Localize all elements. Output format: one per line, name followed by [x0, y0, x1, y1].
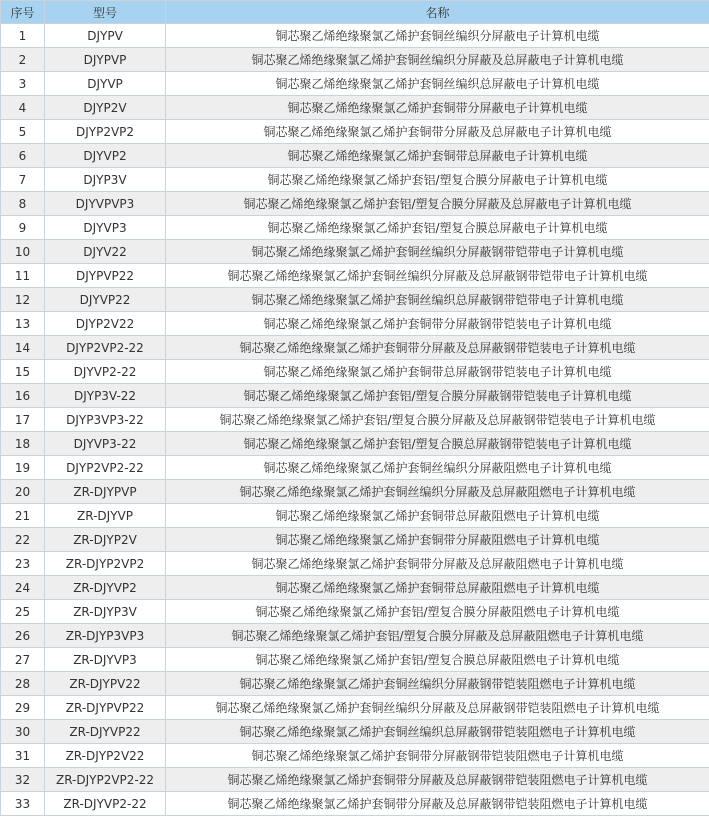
table-row [1, 312, 709, 336]
row-model: ZR-DJYP2VP2 [45, 552, 166, 576]
row-index: 24 [1, 576, 45, 600]
row-name: 铜芯聚乙烯绝缘聚氯乙烯护套铝/塑复合膜分屏蔽及总屏蔽阻燃电子计算机电缆 [166, 624, 709, 648]
table-row [1, 24, 709, 48]
row-index: 8 [1, 192, 45, 216]
row-index: 10 [1, 240, 45, 264]
row-model: ZR-DJYP2V [45, 528, 166, 552]
row-name: 铜芯聚乙烯绝缘聚氯乙烯护套铝/塑复合膜分屏蔽阻燃电子计算机电缆 [166, 600, 709, 624]
row-name: 铜芯聚乙烯绝缘聚氯乙烯护套铜带分屏蔽钢带铠装阻燃电子计算机电缆 [166, 744, 709, 768]
row-model: DJYVPVP3 [45, 192, 166, 216]
row-index: 30 [1, 720, 45, 744]
row-index: 28 [1, 672, 45, 696]
table-row [1, 528, 709, 552]
row-name: 铜芯聚乙烯绝缘聚氯乙烯护套铝/塑复合膜总屏蔽钢带铠装电子计算机电缆 [166, 432, 709, 456]
table-row [1, 576, 709, 600]
row-name: 铜芯聚乙烯绝缘聚氯乙烯护套铜带分屏蔽电子计算机电缆 [166, 96, 709, 120]
row-name: 铜芯聚乙烯绝缘聚氯乙烯护套铜丝编织总屏蔽钢带铠带电子计算机电缆 [166, 288, 709, 312]
table-row [1, 504, 709, 528]
table-header [1, 1, 709, 24]
row-model: DJYP2VP2-22 [45, 456, 166, 480]
row-model: ZR-DJYP3VP3 [45, 624, 166, 648]
row-model: ZR-DJYP3V [45, 600, 166, 624]
table-row [1, 456, 709, 480]
row-model: DJYVP3-22 [45, 432, 166, 456]
row-model: DJYPV [45, 24, 166, 48]
row-name: 铜芯聚乙烯绝缘聚氯乙烯护套铜丝编织分屏蔽及总屏蔽钢带铠装阻燃电子计算机电缆 [166, 696, 709, 720]
table-row [1, 744, 709, 768]
row-index: 31 [1, 744, 45, 768]
table-body [1, 24, 709, 816]
row-name: 铜芯聚乙烯绝缘聚氯乙烯护套铜带分屏蔽及总屏蔽阻燃电子计算机电缆 [166, 552, 709, 576]
row-name: 铜芯聚乙烯绝缘聚氯乙烯护套铜丝编织总屏蔽钢带铠装阻燃电子计算机电缆 [166, 720, 709, 744]
row-index: 5 [1, 120, 45, 144]
row-index: 22 [1, 528, 45, 552]
row-index: 16 [1, 384, 45, 408]
row-name: 铜芯聚乙烯绝缘聚氯乙烯护套铜带分屏蔽及总屏蔽钢带铠装电子计算机电缆 [166, 336, 709, 360]
table-row [1, 336, 709, 360]
row-model: DJYP3V-22 [45, 384, 166, 408]
row-name: 铜芯聚乙烯绝缘聚氯乙烯护套铜带分屏蔽及总屏蔽钢带铠装阻燃电子计算机电缆 [166, 768, 709, 792]
row-model: DJYPVP22 [45, 264, 166, 288]
row-name: 铜芯聚乙烯绝缘聚氯乙烯护套铝/塑复合膜分屏蔽及总屏蔽钢带铠装电子计算机电缆 [166, 408, 709, 432]
row-model: ZR-DJYVP2-22 [45, 792, 166, 816]
row-model: ZR-DJYPVP22 [45, 696, 166, 720]
row-index: 9 [1, 216, 45, 240]
table-row [1, 480, 709, 504]
row-name: 铜芯聚乙烯绝缘聚氯乙烯护套铜丝编织分屏蔽钢带铠带电子计算机电缆 [166, 240, 709, 264]
table-row [1, 384, 709, 408]
table-row [1, 672, 709, 696]
row-name: 铜芯聚乙烯绝缘聚氯乙烯护套铜带分屏蔽阻燃电子计算机电缆 [166, 528, 709, 552]
row-index: 3 [1, 72, 45, 96]
row-name: 铜芯聚乙烯绝缘聚氯乙烯护套铝/塑复合膜总屏蔽电子计算机电缆 [166, 216, 709, 240]
row-model: DJYP2V [45, 96, 166, 120]
row-model: ZR-DJYPVP [45, 480, 166, 504]
header-name: 名称 [166, 1, 709, 24]
row-model: ZR-DJYVP22 [45, 720, 166, 744]
table-row [1, 648, 709, 672]
table-row [1, 216, 709, 240]
table-row [1, 696, 709, 720]
row-name: 铜芯聚乙烯绝缘聚氯乙烯护套铝/塑复合膜分屏蔽及总屏蔽电子计算机电缆 [166, 192, 709, 216]
row-index: 1 [1, 24, 45, 48]
row-model: ZR-DJYVP2 [45, 576, 166, 600]
row-index: 17 [1, 408, 45, 432]
table-row [1, 552, 709, 576]
row-index: 21 [1, 504, 45, 528]
row-index: 2 [1, 48, 45, 72]
row-index: 29 [1, 696, 45, 720]
row-model: DJYP3V [45, 168, 166, 192]
row-model: DJYP2VP2-22 [45, 336, 166, 360]
row-name: 铜芯聚乙烯绝缘聚氯乙烯护套铜丝编织分屏蔽钢带铠装阻燃电子计算机电缆 [166, 672, 709, 696]
row-model: ZR-DJYPV22 [45, 672, 166, 696]
table-row [1, 48, 709, 72]
row-index: 25 [1, 600, 45, 624]
row-index: 26 [1, 624, 45, 648]
table-row [1, 720, 709, 744]
table-row [1, 192, 709, 216]
table-row [1, 624, 709, 648]
row-index: 7 [1, 168, 45, 192]
header-index: 序号 [1, 1, 45, 24]
table-row [1, 600, 709, 624]
row-model: ZR-DJYVP [45, 504, 166, 528]
row-index: 20 [1, 480, 45, 504]
row-index: 27 [1, 648, 45, 672]
row-name: 铜芯聚乙烯绝缘聚氯乙烯护套铜带分屏蔽钢带铠装电子计算机电缆 [166, 312, 709, 336]
row-name: 铜芯聚乙烯绝缘聚氯乙烯护套铜丝编织分屏蔽电子计算机电缆 [166, 24, 709, 48]
table-row [1, 168, 709, 192]
row-name: 铜芯聚乙烯绝缘聚氯乙烯护套铜带总屏蔽钢带铠装电子计算机电缆 [166, 360, 709, 384]
row-model: ZR-DJYVP3 [45, 648, 166, 672]
row-model: DJYVP [45, 72, 166, 96]
row-model: DJYVP2-22 [45, 360, 166, 384]
row-index: 11 [1, 264, 45, 288]
table-row [1, 432, 709, 456]
row-index: 33 [1, 792, 45, 816]
row-name: 铜芯聚乙烯绝缘聚氯乙烯护套铜带总屏蔽阻燃电子计算机电缆 [166, 576, 709, 600]
row-name: 铜芯聚乙烯绝缘聚氯乙烯护套铜带总屏蔽阻燃电子计算机电缆 [166, 504, 709, 528]
row-name: 铜芯聚乙烯绝缘聚氯乙烯护套铝/塑复合膜分屏蔽钢带铠装电子计算机电缆 [166, 384, 709, 408]
row-model: DJYP2V22 [45, 312, 166, 336]
row-index: 4 [1, 96, 45, 120]
row-name: 铜芯聚乙烯绝缘聚氯乙烯护套铜带分屏蔽及总屏蔽电子计算机电缆 [166, 120, 709, 144]
row-index: 14 [1, 336, 45, 360]
header-row [1, 1, 709, 24]
row-model: DJYVP2 [45, 144, 166, 168]
table-row [1, 408, 709, 432]
row-name: 铜芯聚乙烯绝缘聚氯乙烯护套铜丝编织分屏蔽及总屏蔽阻燃电子计算机电缆 [166, 480, 709, 504]
table-row [1, 120, 709, 144]
row-model: DJYV22 [45, 240, 166, 264]
row-name: 铜芯聚乙烯绝缘聚氯乙烯护套铜带分屏蔽及总屏蔽钢带铠装阻燃电子计算机电缆 [166, 792, 709, 816]
table-row [1, 792, 709, 816]
row-model: DJYP2VP2 [45, 120, 166, 144]
header-model: 型号 [45, 1, 166, 24]
row-name: 铜芯聚乙烯绝缘聚氯乙烯护套铜丝编织分屏蔽阻燃电子计算机电缆 [166, 456, 709, 480]
row-index: 23 [1, 552, 45, 576]
row-index: 12 [1, 288, 45, 312]
row-index: 13 [1, 312, 45, 336]
row-model: DJYVP3 [45, 216, 166, 240]
table-row [1, 96, 709, 120]
row-index: 18 [1, 432, 45, 456]
table-row [1, 264, 709, 288]
table-row [1, 288, 709, 312]
row-name: 铜芯聚乙烯绝缘聚氯乙烯护套铜丝编织分屏蔽及总屏蔽钢带铠带电子计算机电缆 [166, 264, 709, 288]
row-name: 铜芯聚乙烯绝缘聚氯乙烯护套铜丝编织分屏蔽及总屏蔽电子计算机电缆 [166, 48, 709, 72]
row-index: 19 [1, 456, 45, 480]
row-name: 铜芯聚乙烯绝缘聚氯乙烯护套铝/塑复合膜分屏蔽电子计算机电缆 [166, 168, 709, 192]
table-row [1, 144, 709, 168]
row-index: 32 [1, 768, 45, 792]
table-row [1, 240, 709, 264]
row-name: 铜芯聚乙烯绝缘聚氯乙烯护套铜丝编织总屏蔽电子计算机电缆 [166, 72, 709, 96]
row-model: DJYPVP [45, 48, 166, 72]
table-row [1, 360, 709, 384]
table-row [1, 768, 709, 792]
table-row [1, 72, 709, 96]
row-index: 6 [1, 144, 45, 168]
row-name: 铜芯聚乙烯绝缘聚氯乙烯护套铝/塑复合膜总屏蔽阻燃电子计算机电缆 [166, 648, 709, 672]
row-model: DJYP3VP3-22 [45, 408, 166, 432]
row-model: DJYVP22 [45, 288, 166, 312]
row-name: 铜芯聚乙烯绝缘聚氯乙烯护套铜带总屏蔽电子计算机电缆 [166, 144, 709, 168]
row-model: ZR-DJYP2VP2-22 [45, 768, 166, 792]
row-model: ZR-DJYP2V22 [45, 744, 166, 768]
row-index: 15 [1, 360, 45, 384]
